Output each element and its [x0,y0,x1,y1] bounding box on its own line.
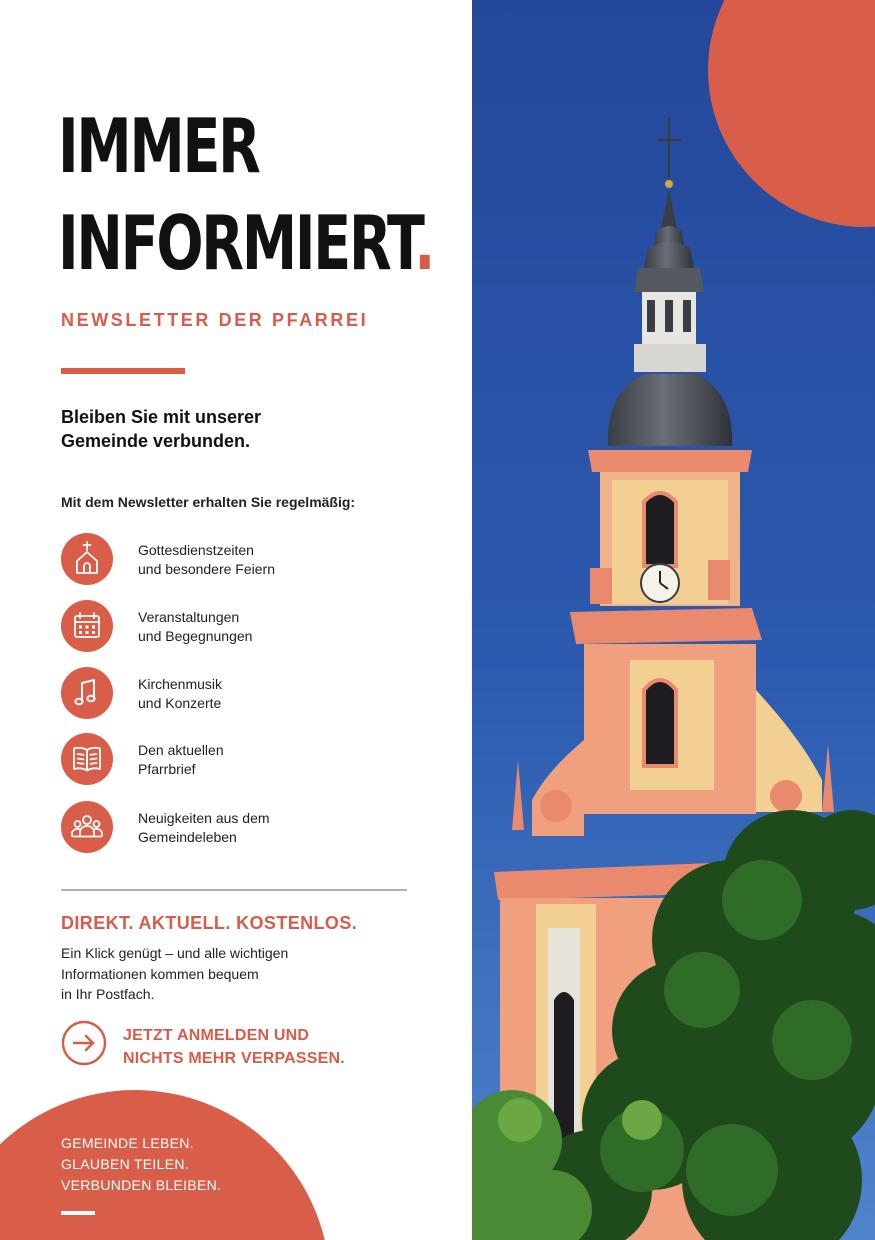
feature-line-1: Den aktuellen [138,742,224,758]
signup-line-2[interactable]: NICHTS MEHR VERPASSEN. [123,1050,345,1067]
music-note-icon [61,667,113,719]
accent-rule [61,368,185,374]
feature-text [138,541,275,579]
feature-line-2: und Begegnungen [138,628,253,644]
signup-text[interactable] [123,1024,345,1070]
feature-item-events [61,600,441,652]
people-icon [61,801,113,853]
feature-item-services [61,533,441,585]
lead-line-2: Gemeinde verbunden. [61,431,251,451]
lead-line-1: Bleiben Sie mit unserer [61,407,262,427]
body-text [61,943,288,1005]
feature-line-1: Kirchenmusik [138,676,223,692]
feature-line-2: Pfarrbrief [138,761,196,777]
subtitle: NEWSLETTER DER PFARREI [61,310,369,330]
church-tower-illustration [472,0,875,1240]
title-accent-dot: . [414,199,434,287]
motto-rule [61,1211,95,1215]
feature-item-community [61,801,441,853]
features-intro: Mit dem Newsletter erhalten Sie regelmäßig: [61,494,356,510]
feature-text [138,608,252,646]
feature-item-music [61,667,441,719]
feature-text [138,675,222,713]
motto-line-1: GEMEINDE LEBEN. [61,1135,194,1151]
signup-line-1[interactable]: JETZT ANMELDEN UND [123,1027,310,1044]
body-line-3: in Ihr Postfach. [61,986,155,1002]
feature-line-2: und besondere Feiern [138,561,275,577]
motto-line-3: VERBUNDEN BLEIBEN. [61,1177,222,1193]
feature-line-1: Gottesdienstzeiten [138,542,254,558]
feature-text [138,741,224,779]
feature-item-newsletter [61,733,441,785]
feature-line-2: Gemeindeleben [138,829,237,845]
section-divider [61,889,407,891]
lead-text [61,405,261,453]
feature-line-1: Veranstaltungen [138,609,240,625]
feature-line-1: Neuigkeiten aus dem [138,810,270,826]
page-title [58,98,433,292]
body-line-2: Informationen kommen bequem [61,965,259,982]
feature-line-2: und Konzerte [138,695,222,711]
feature-text [138,809,270,847]
title-line-1: IMMER [58,102,259,190]
arrow-right-circle-icon[interactable] [61,1020,107,1066]
church-tower-photo [472,0,875,1240]
church-icon [61,533,113,585]
calendar-icon [61,600,113,652]
signup-link[interactable] [61,1020,381,1070]
motto-line-2: GLAUBEN TEILEN. [61,1156,189,1172]
open-book-icon [61,733,113,785]
body-line-1: Ein Klick genügt – und alle wichtigen [61,945,289,961]
title-line-2: INFORMIERT [58,199,415,287]
tagline: DIREKT. AKTUELL. KOSTENLOS. [61,913,358,933]
motto [61,1133,221,1196]
